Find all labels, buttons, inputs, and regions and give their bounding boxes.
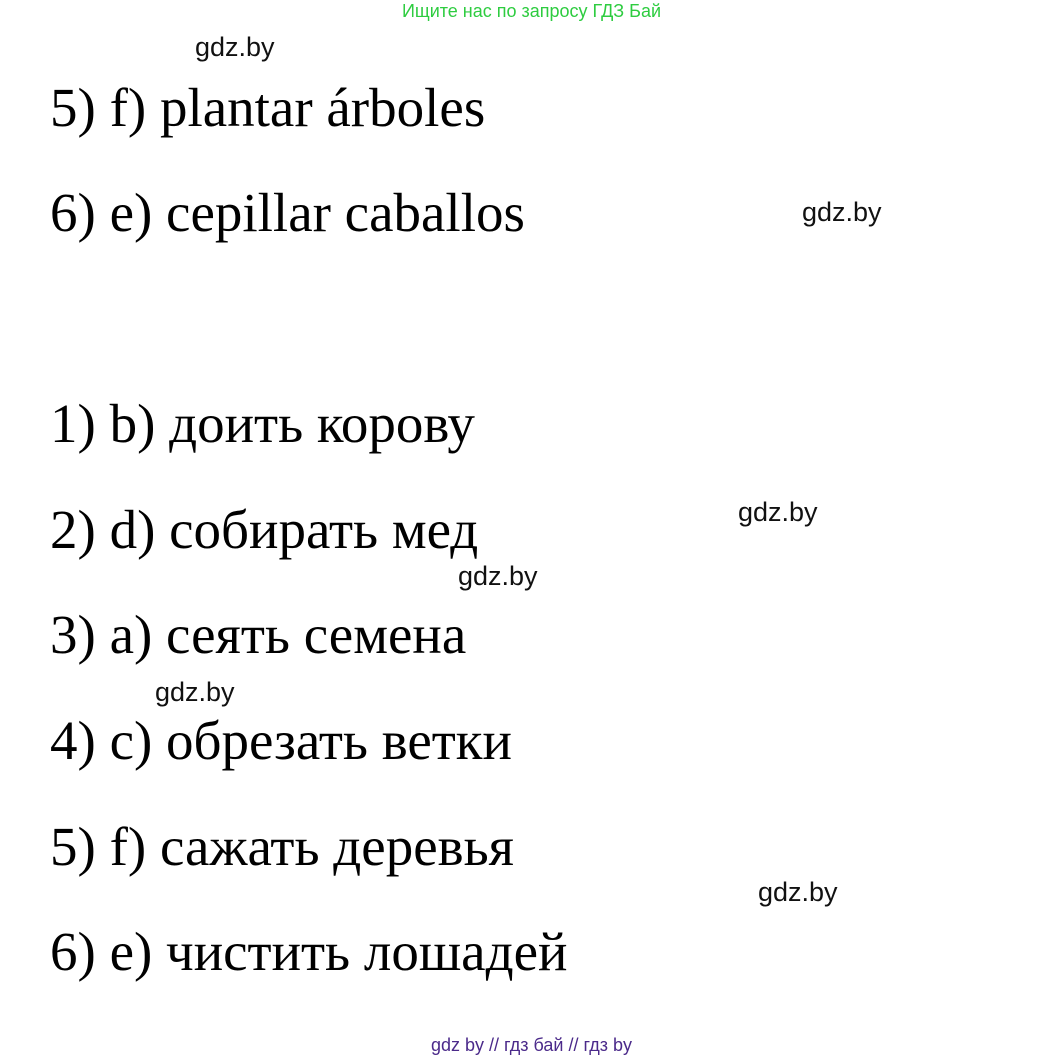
answer-line-russian-1: 1) b) доить корову [50,393,475,454]
watermark: gdz.by [458,561,538,591]
answer-line-spanish-5: 5) f) plantar árboles [50,77,486,138]
footer-watermark: gdz by // гдз бай // гдз by [430,1035,633,1055]
answer-line-russian-6: 6) e) чистить лошадей [50,921,568,982]
answer-line-russian-4: 4) c) обрезать ветки [50,710,512,771]
search-banner: Ищите нас по запросу ГДЗ Бай [401,1,662,21]
answer-line-spanish-6: 6) e) cepillar caballos [50,182,525,243]
watermark: gdz.by [738,497,818,527]
watermark: gdz.by [195,32,275,62]
answer-line-russian-3: 3) a) сеять семена [50,604,467,665]
watermark: gdz.by [155,677,235,707]
answer-line-russian-5: 5) f) сажать деревья [50,816,514,877]
answer-line-russian-2: 2) d) собирать мед [50,499,479,560]
watermark: gdz.by [758,877,838,907]
watermark: gdz.by [802,197,882,227]
